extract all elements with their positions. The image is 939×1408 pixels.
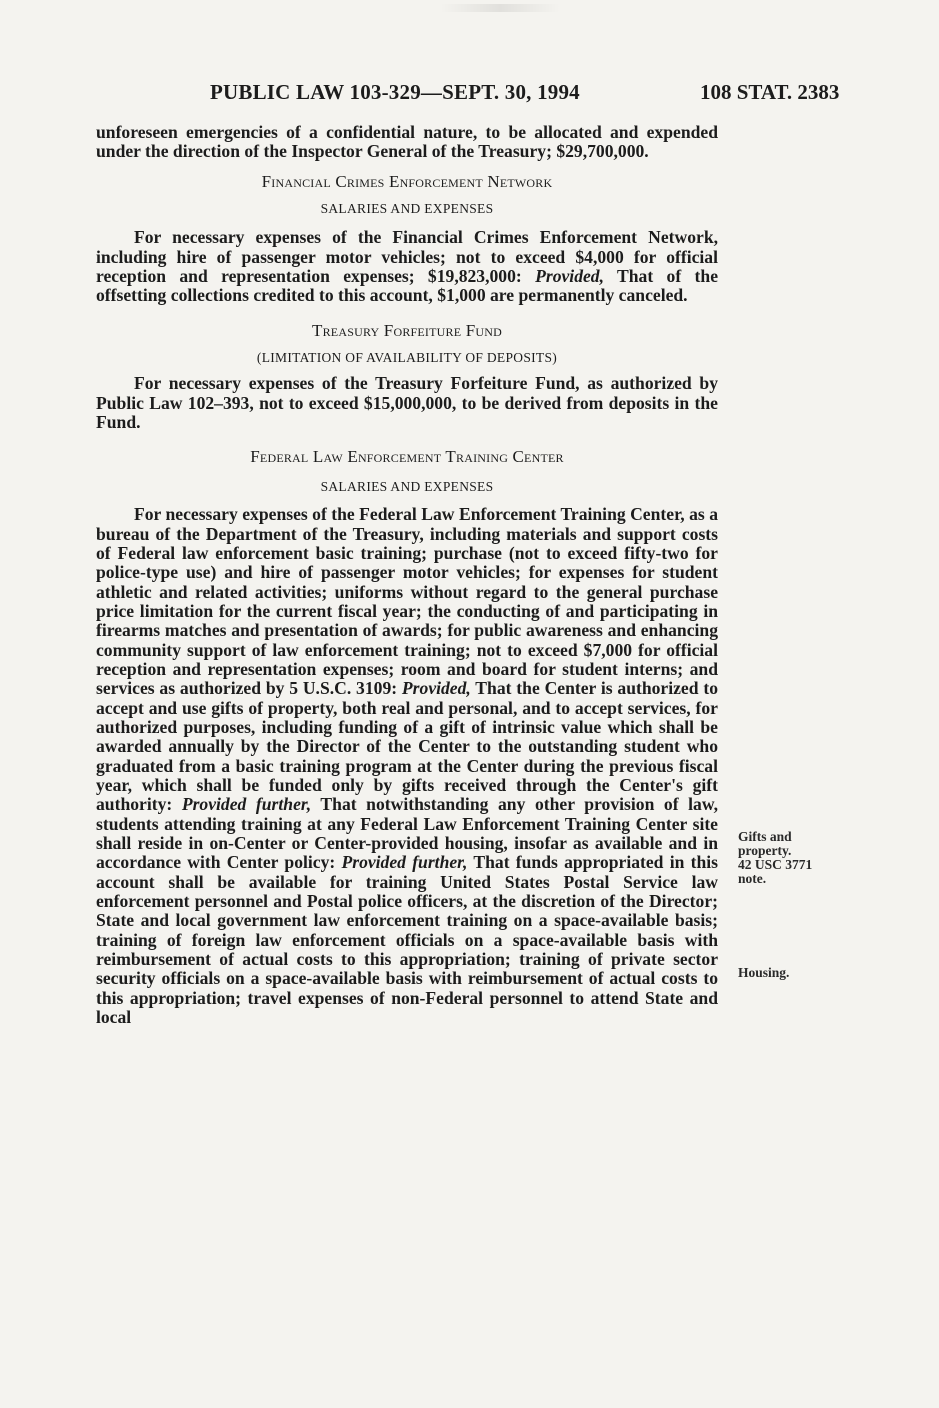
- subheading-limitation-deposits: (LIMITATION OF AVAILABILITY OF DEPOSITS): [256, 350, 558, 366]
- paragraph-fletc: For necessary expenses of the Federal Law Enforcement Training Center, as a bureau of the Department of the Treasury, including materials and support costs of Federal law enforcement basic training; purchase (not to exceed fifty-two for police-type use) and hire of passenger motor vehicles; for expenses for student athletic and related activities; uniforms without regard to the general purchase price limitation for the current fiscal year; the conducting of and participating in firearms matches and presentation of awards; for public awareness and enhancing community support of law enforcement training; not to exceed $7,000 for official reception and representation expenses; room and board for student interns; and services as authorized by 5 U.S.C. 3109: Provided, That the Center is authorized to accept and use gifts of property, both real and personal, and to accept services, for authorized purposes, including funding of a gift of intrinsic value which shall be awarded annually by the Director of the Center to the outstanding student who graduated from a basic training program at the Center during the previous fiscal year, which shall be funded only by gifts received through the Center's gift authority: Provided further, That notwithstanding any other provision of law, students attending training at any Federal Law Enforcement Training Center site shall reside in on-Center or Center-provided housing, insofar as available and in accordance with Center policy: Provided further, That funds appropriated in this account shall be available for training United States Postal Service law enforcement personnel and Postal police officers, at the discretion of the Director; State and local government law enforcement training on a space-available basis; training of foreign law enforcement officials on a space-available basis with reimbursement of actual costs to this appropriation; training of private sector security officials on a space-available basis with reimbursement of actual costs to this appropriation; travel expenses of non-Federal personnel to attend State and local: [96, 504, 718, 1028]
- proviso-term: Provided,: [401, 678, 471, 699]
- running-header: PUBLIC LAW 103-329—SEPT. 30, 1994: [210, 80, 580, 104]
- paragraph-treasury-forfeiture-fund: For necessary expenses of the Treasury Forfeiture Fund, as authorized by Public Law 102–393, not to exceed $15,000,000, to be derived from deposits in the Fund.: [96, 373, 718, 433]
- subheading-fincen-salaries: SALARIES AND EXPENSES: [320, 201, 494, 217]
- proviso-term: Provided,: [535, 266, 604, 287]
- bleed-through-mark: [440, 4, 560, 12]
- margin-note-gifts-property: Gifts and property. 42 USC 3771 note.: [738, 829, 813, 886]
- statute-page-number: 108 STAT. 2383: [700, 80, 840, 104]
- heading-fletc: Federal Law Enforcement Training Center: [250, 447, 564, 467]
- proviso-term: Provided further,: [181, 794, 312, 815]
- heading-fincen: Financial Crimes Enforcement Network: [261, 171, 553, 191]
- subheading-fletc-salaries: SALARIES AND EXPENSES: [320, 478, 494, 494]
- document-body: [96, 123, 718, 1027]
- paragraph-inspector-general: unforeseen emergencies of a confidential nature, to be allocated and expended under the direction of the Inspector General of the Treasury; $29,700,000.: [96, 122, 718, 162]
- proviso-term: Provided further,: [341, 852, 468, 873]
- paragraph-fincen: For necessary expenses of the Financial Crimes Enforcement Network, including hire of passenger motor vehicles; not to exceed $4,000 for official reception and representation expenses; $19,823,000: Provided, That of the offsetting collections credited to this account, $1,000 are permanently canceled.: [96, 227, 718, 306]
- heading-treasury-forfeiture-fund: Treasury Forfeiture Fund: [312, 320, 502, 340]
- margin-note-housing: Housing.: [738, 965, 790, 980]
